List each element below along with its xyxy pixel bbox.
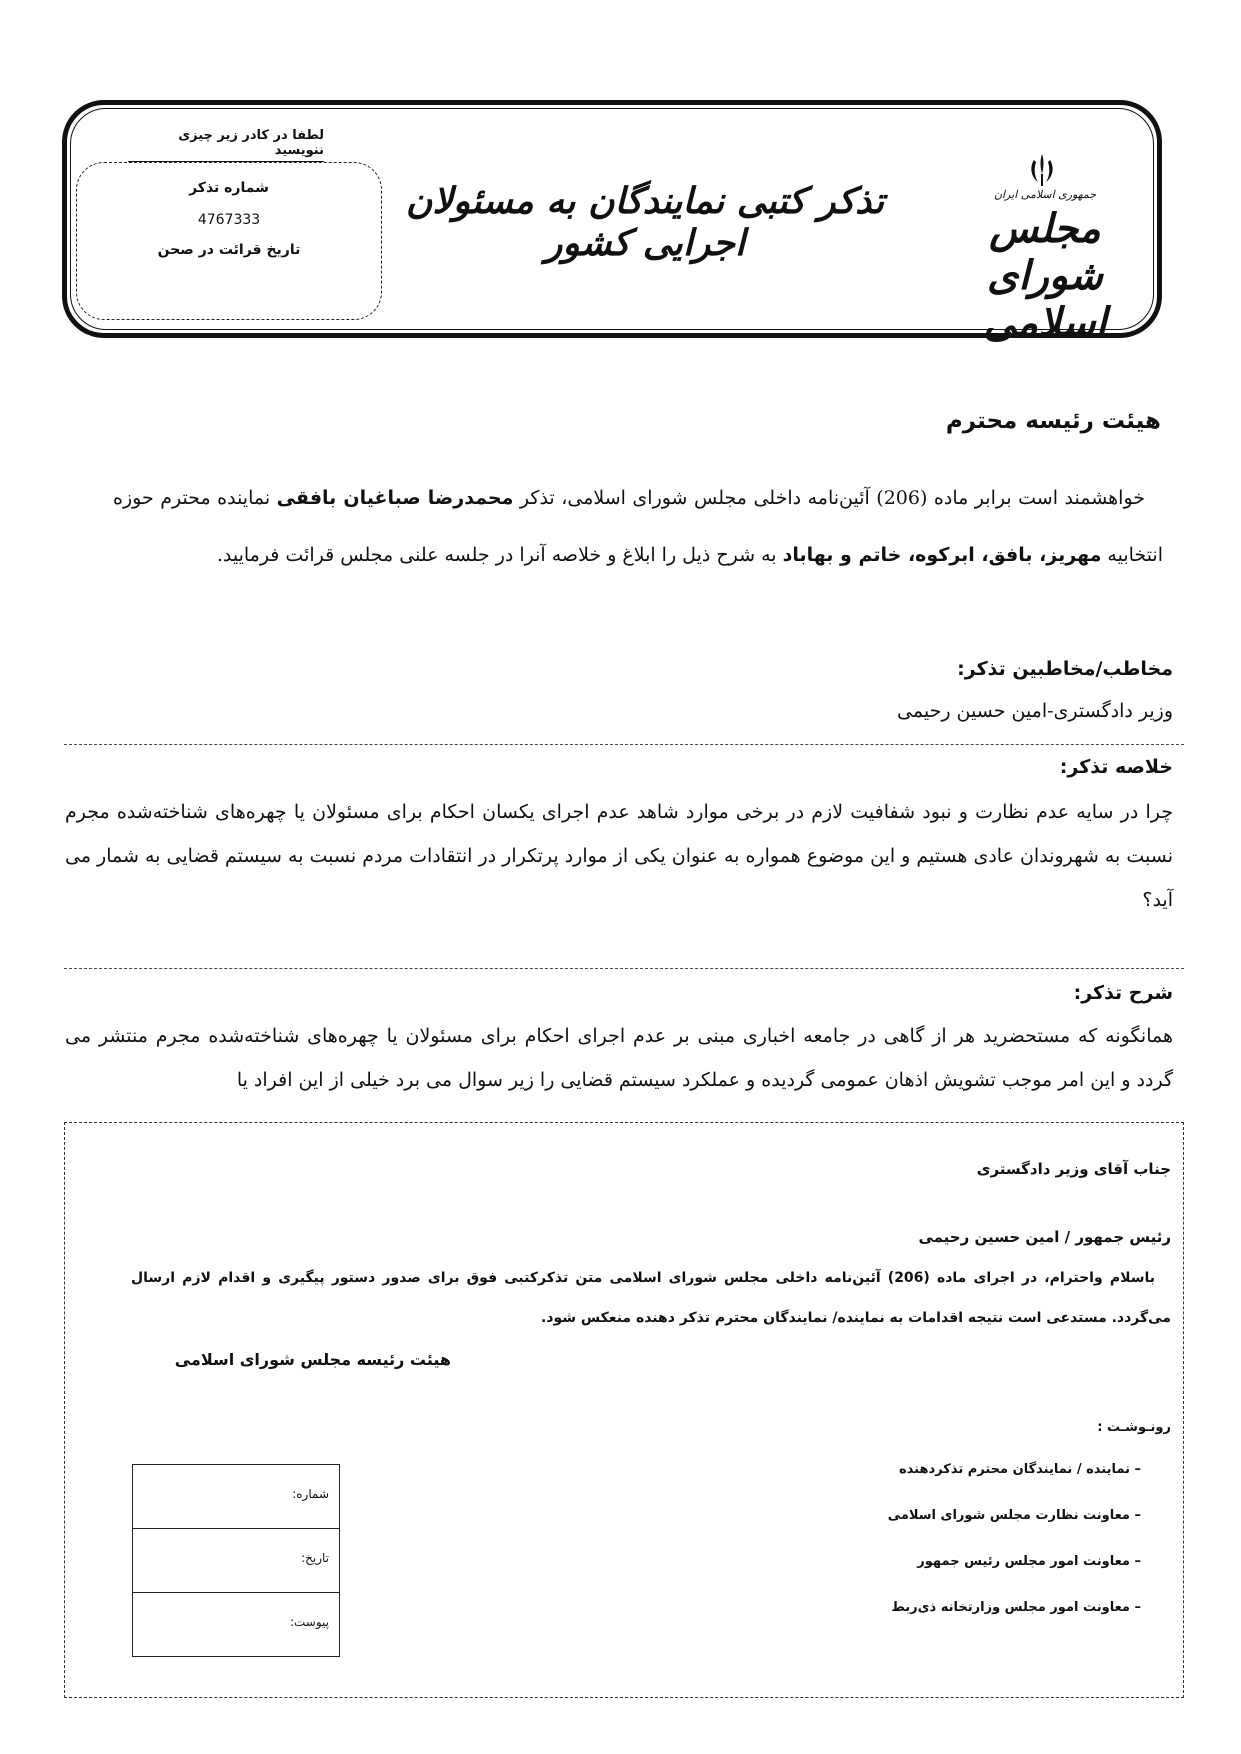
addressees-value: وزیر دادگستری-امین حسین رحیمی — [897, 700, 1173, 722]
registration-date-row — [133, 1529, 339, 1593]
salutation-heading: هیئت رئیسه محترم — [945, 408, 1161, 434]
reminder-number-value: 4767333 — [197, 212, 261, 228]
intro-text-1: خواهشمند است برابر ماده (206) آئین‌نامه داخلی مجلس شورای اسلامی، تذکر — [513, 487, 1146, 509]
registration-attachment-row — [133, 1593, 339, 1657]
letter-recipient: جناب آقای وزیر دادگستری — [976, 1160, 1171, 1178]
constituency-names: مهریز، بافق، ابرکوه، خاتم و بهاباد — [782, 544, 1102, 566]
intro-text-3: به شرح ذیل را ابلاغ و خلاصه آنرا در جلسه علنی مجلس قرائت فرمایید. — [216, 544, 783, 566]
registration-attachment-label: پیوست: — [289, 1615, 329, 1629]
registration-date-label: تاریخ: — [301, 1551, 329, 1565]
cc-item: – معاونت امور مجلس رئیس جمهور — [917, 1554, 1141, 1569]
cc-item: – نماینده / نمایندگان محترم تذکردهنده — [899, 1462, 1141, 1477]
letter-recipient-2: رئیس جمهور / امین حسین رحیمی — [918, 1228, 1171, 1246]
description-text: همانگونه که مستحضرید هر از گاهی در جامعه اخباری مبنی بر عدم اجرای احکام برای مسئولان یا چهره‌های شناخته‌شده مجرم منتشر می گردد و این امر موجب تشویش اذهان عمومی گردیده و عملکرد سیستم قضایی را زیر سوال می برد خیلی از این افراد یا — [65, 1025, 1173, 1091]
reading-date-label: تاریخ قرائت در صحن — [157, 242, 301, 258]
do-not-write-note: لطفا در کادر زیر چیزی ننویسید — [128, 128, 324, 162]
representative-name: محمدرضا صباغیان بافقی — [276, 487, 514, 509]
cc-item: – معاونت امور مجلس وزارتخانه ذی‌ربط — [891, 1600, 1141, 1615]
registration-number-row — [133, 1465, 339, 1529]
intro-paragraph — [113, 470, 1163, 584]
summary-text: چرا در سایه عدم نظارت و نبود شفافیت لازم در برخی موارد شاهد عدم اجرای یکسان احکام برای مسئولان یا چهره‌های شناخته‌شده مجرم نسبت به شهروندان عادی هستیم و این موضوع همواره به عنوان یکی از موارد پرتکرار در انتقادات مردم نسبت به سیستم قضایی به شمار می آید؟ — [65, 801, 1173, 911]
registration-table — [132, 1464, 340, 1657]
intro-text-2: نماینده محترم حوزه انتخابیه — [113, 487, 1163, 566]
iran-emblem-icon — [1020, 150, 1064, 190]
letter-signature: هیئت رئیسه مجلس شورای اسلامی — [174, 1350, 451, 1369]
summary-heading: خلاصه تذکر: — [1059, 756, 1173, 778]
letter-body: باسلام واحترام، در اجرای ماده (206) آئین‌نامه داخلی مجلس شورای اسلامی متن تذکرکتبی فوق برای صدور دستور پیگیری و اقدام لازم ارسال می‌گردد. مستدعی است نتیجه اقدامات به نماینده/ نمایندگان محترم تذکر دهنده منعکس شود. — [131, 1270, 1171, 1326]
logo-subtitle: جمهوری اسلامی ایران — [993, 188, 1097, 201]
addressees-heading: مخاطب/مخاطبین تذکر: — [957, 658, 1173, 680]
description-heading: شرح تذکر: — [1073, 982, 1173, 1004]
divider — [64, 744, 1184, 745]
reminder-number-label: شماره تذکر — [189, 180, 269, 196]
cc-item: – معاونت نظارت مجلس شورای اسلامی — [887, 1508, 1141, 1523]
cc-heading: رونـوشـت : — [1097, 1420, 1171, 1435]
document-title: تذکر کتبی نمایندگان به مسئولان اجرایی کشور — [405, 180, 885, 264]
parliament-logo-text: مجلس شورای اسلامی — [983, 205, 1107, 346]
divider — [64, 968, 1184, 969]
registration-number-label: شماره: — [292, 1487, 329, 1501]
